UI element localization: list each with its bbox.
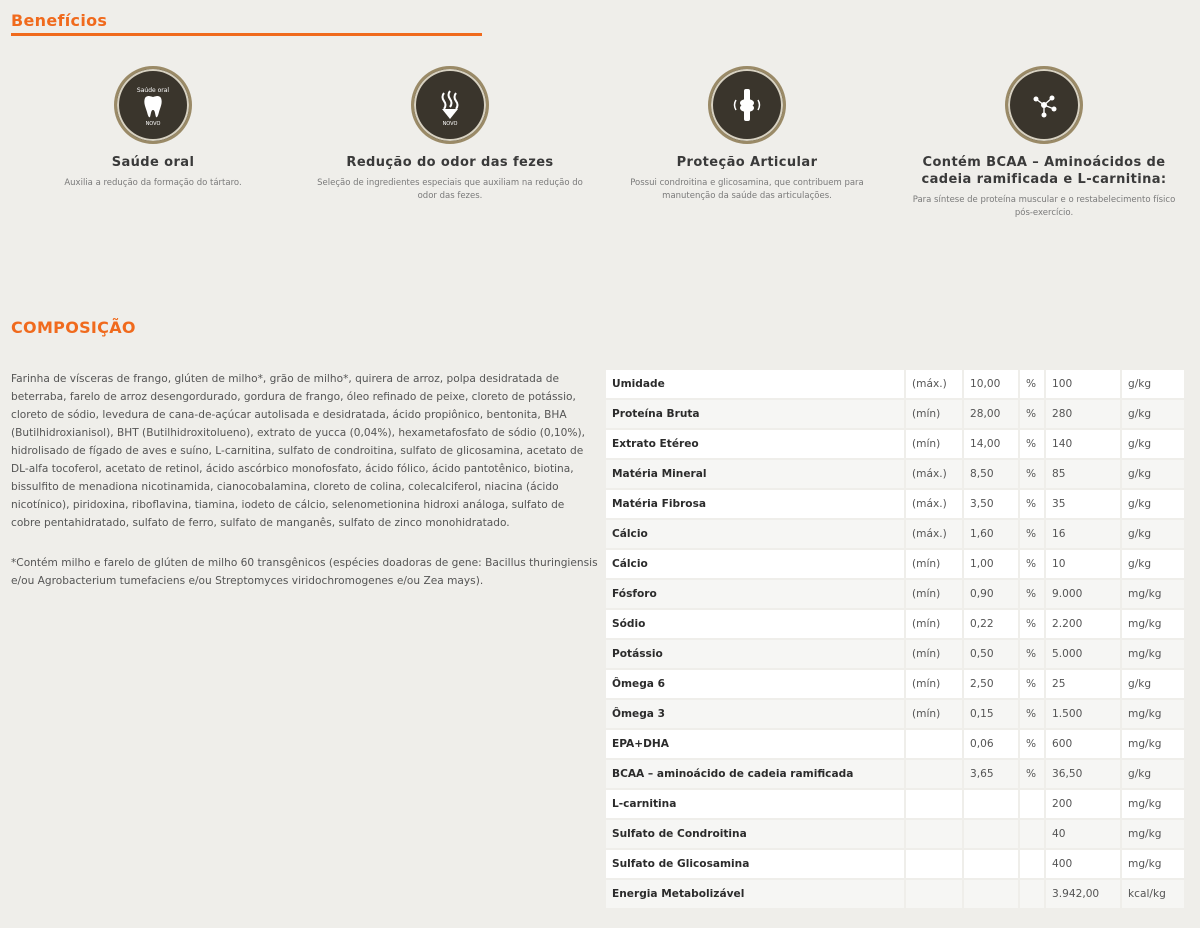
percent-value: 2,50 (964, 670, 1020, 700)
percent-sign: % (1020, 700, 1046, 730)
benefit-title: Saúde oral (111, 155, 195, 170)
qualifier: (máx.) (906, 520, 964, 550)
benefit-card-articular (602, 66, 892, 203)
nutrient-name: L-carnitina (606, 790, 906, 820)
amount: 140 (1046, 430, 1122, 460)
percent-sign: % (1020, 370, 1046, 400)
nutrition-table (606, 370, 1186, 910)
unit: g/kg (1122, 670, 1186, 700)
nutrient-name: Ômega 3 (606, 700, 906, 730)
nutrient-name: Potássio (606, 640, 906, 670)
qualifier (906, 880, 964, 910)
qualifier (906, 790, 964, 820)
percent-value (964, 790, 1020, 820)
qualifier (906, 820, 964, 850)
percent-value: 0,50 (964, 640, 1020, 670)
qualifier: (mín) (906, 550, 964, 580)
nutrient-name: Cálcio (606, 550, 906, 580)
percent-value: 3,65 (964, 760, 1020, 790)
composition-text: Farinha de vísceras de frango, glúten de milho*, grão de milho*, quirera de arroz, polpa desidratada de beterraba, farelo de arroz desengordurado, gordura de frango, óleo refinado de peixe, cloreto de potássio, cloreto de sódio, levedura de cana-de-açúcar autolisada e desidratada, ácido propiônico, bentonita, BHA (Butilhidroxianisol), BHT (Butilhidroxitolueno), extrato de yucca (0,04%), hexametafosfato de sódio (0,10%), hidrolisado de fígado de aves e suíno, L-carnitina, sulfato de condroitina, sulfato de glicosamina, acetato de DL-alfa tocoferol, acetato de retinol, ácido ascórbico monofosfato, ácido fólico, ácido pantotênico, biotina, bissulfito de menadiona nicotinamida, cianocobalamina, cloreto de colina, colecalciferol, niacina (ácido nicotínico), piridoxina, riboflavina, tiamina, iodeto de cálcio, selenometionina hidroxi análoga, sulfato de cobre pentahidratado, sulfato de ferro, sulfato de manganês, sulfato de zinco monohidratado. (11, 373, 585, 529)
percent-sign: % (1020, 400, 1046, 430)
benefit-card-odor (305, 66, 595, 203)
percent-value: 8,50 (964, 460, 1020, 490)
percent-sign: % (1020, 760, 1046, 790)
molecule-icon (1022, 83, 1066, 127)
benefit-card-bcaa (899, 66, 1189, 220)
beneficios-heading: Benefícios (11, 11, 108, 30)
percent-value: 0,15 (964, 700, 1020, 730)
table-row (606, 370, 1186, 400)
percent-sign: % (1020, 550, 1046, 580)
nutrient-name: Ômega 6 (606, 670, 906, 700)
svg-text:NOVO: NOVO (442, 121, 458, 127)
benefit-description: Para síntese de proteína muscular e o restabelecimento físico pós-exercício. (912, 195, 1176, 218)
nutrient-name: Umidade (606, 370, 906, 400)
qualifier: (mín) (906, 580, 964, 610)
unit: g/kg (1122, 370, 1186, 400)
unit: mg/kg (1122, 640, 1186, 670)
percent-value (964, 850, 1020, 880)
table-row (606, 760, 1186, 790)
percent-value: 1,00 (964, 550, 1020, 580)
amount: 2.200 (1046, 610, 1122, 640)
unit: mg/kg (1122, 580, 1186, 610)
unit: g/kg (1122, 460, 1186, 490)
percent-value (964, 820, 1020, 850)
amount: 16 (1046, 520, 1122, 550)
unit: mg/kg (1122, 790, 1186, 820)
composicao-heading: COMPOSIÇÃO (11, 318, 136, 337)
articular-badge (708, 66, 786, 144)
table-row (606, 430, 1186, 460)
percent-sign (1020, 880, 1046, 910)
percent-value: 0,06 (964, 730, 1020, 760)
percent-sign: % (1020, 520, 1046, 550)
nutrient-name: Cálcio (606, 520, 906, 550)
table-row (606, 640, 1186, 670)
amount: 36,50 (1046, 760, 1122, 790)
bcaa-badge (1005, 66, 1083, 144)
unit: g/kg (1122, 760, 1186, 790)
table-row (606, 580, 1186, 610)
unit: mg/kg (1122, 820, 1186, 850)
unit: g/kg (1122, 400, 1186, 430)
qualifier (906, 850, 964, 880)
nutrient-name: Sódio (606, 610, 906, 640)
unit: g/kg (1122, 550, 1186, 580)
nutrient-name: Sulfato de Condroitina (606, 820, 906, 850)
percent-value (964, 880, 1020, 910)
percent-sign: % (1020, 430, 1046, 460)
percent-sign: % (1020, 640, 1046, 670)
percent-sign (1020, 790, 1046, 820)
percent-sign: % (1020, 490, 1046, 520)
heading-underline (11, 33, 482, 36)
unit: g/kg (1122, 520, 1186, 550)
table-row (606, 670, 1186, 700)
amount: 40 (1046, 820, 1122, 850)
percent-sign (1020, 820, 1046, 850)
table-row (606, 460, 1186, 490)
qualifier: (máx.) (906, 490, 964, 520)
nutrient-name: EPA+DHA (606, 730, 906, 760)
unit: mg/kg (1122, 850, 1186, 880)
percent-sign: % (1020, 460, 1046, 490)
tooth-icon (131, 83, 175, 127)
amount: 10 (1046, 550, 1122, 580)
qualifier: (mín) (906, 640, 964, 670)
percent-sign: % (1020, 610, 1046, 640)
qualifier: (mín) (906, 400, 964, 430)
nutrient-name: BCAA – aminoácido de cadeia ramificada (606, 760, 906, 790)
unit: mg/kg (1122, 610, 1186, 640)
table-row (606, 820, 1186, 850)
table-row (606, 850, 1186, 880)
nutrient-name: Extrato Etéreo (606, 430, 906, 460)
qualifier: (mín) (906, 430, 964, 460)
table-row (606, 700, 1186, 730)
composition-note: *Contém milho e farelo de glúten de milho 60 transgênicos (espécies doadoras de gene: Bacillus thuringiensis e/ou Agrobacterium tumefaciens e/ou Streptomyces viridochromogenes e/ou Zea mays). (11, 557, 598, 587)
percent-sign: % (1020, 670, 1046, 700)
percent-value: 14,00 (964, 430, 1020, 460)
qualifier (906, 730, 964, 760)
table-row (606, 520, 1186, 550)
amount: 85 (1046, 460, 1122, 490)
table-row (606, 550, 1186, 580)
benefit-description: Possui condroitina e glicosamina, que contribuem para manutenção da saúde das articulações. (630, 178, 864, 201)
percent-value: 28,00 (964, 400, 1020, 430)
qualifier: (mín) (906, 670, 964, 700)
amount: 600 (1046, 730, 1122, 760)
amount: 400 (1046, 850, 1122, 880)
nutrient-name: Fósforo (606, 580, 906, 610)
benefit-title: Contém BCAA – Aminoácidos de cadeia ramificada e L-carnitina: (921, 155, 1167, 187)
amount: 200 (1046, 790, 1122, 820)
unit: mg/kg (1122, 700, 1186, 730)
table-row (606, 400, 1186, 430)
benefit-title: Proteção Articular (676, 155, 818, 170)
svg-text:NOVO: NOVO (145, 121, 161, 127)
joint-icon (725, 83, 769, 127)
nutrient-name: Matéria Mineral (606, 460, 906, 490)
nutrient-name: Energia Metabolizável (606, 880, 906, 910)
svg-text:Saúde oral: Saúde oral (136, 87, 170, 94)
qualifier (906, 760, 964, 790)
qualifier: (máx.) (906, 460, 964, 490)
table-row (606, 490, 1186, 520)
benefit-title: Redução do odor das fezes (346, 155, 554, 170)
qualifier: (mín) (906, 700, 964, 730)
percent-sign: % (1020, 730, 1046, 760)
amount: 35 (1046, 490, 1122, 520)
qualifier: (máx.) (906, 370, 964, 400)
percent-value: 1,60 (964, 520, 1020, 550)
qualifier: (mín) (906, 610, 964, 640)
percent-sign (1020, 850, 1046, 880)
nutrient-name: Proteína Bruta (606, 400, 906, 430)
amount: 280 (1046, 400, 1122, 430)
benefit-card-saude-oral (8, 66, 298, 190)
odor-badge (411, 66, 489, 144)
percent-value: 10,00 (964, 370, 1020, 400)
unit: g/kg (1122, 430, 1186, 460)
percent-value: 0,90 (964, 580, 1020, 610)
percent-value: 3,50 (964, 490, 1020, 520)
percent-sign: % (1020, 580, 1046, 610)
table-row (606, 880, 1186, 910)
table-row (606, 790, 1186, 820)
nutrient-name: Sulfato de Glicosamina (606, 850, 906, 880)
amount: 5.000 (1046, 640, 1122, 670)
amount: 100 (1046, 370, 1122, 400)
unit: kcal/kg (1122, 880, 1186, 910)
amount: 3.942,00 (1046, 880, 1122, 910)
benefit-description: Auxilia a redução da formação do tártaro. (64, 178, 242, 188)
saude-oral-badge (114, 66, 192, 144)
amount: 1.500 (1046, 700, 1122, 730)
odor-arrow-icon (428, 83, 472, 127)
amount: 9.000 (1046, 580, 1122, 610)
table-row (606, 730, 1186, 760)
percent-value: 0,22 (964, 610, 1020, 640)
benefit-description: Seleção de ingredientes especiais que auxiliam na redução do odor das fezes. (317, 178, 583, 201)
unit: g/kg (1122, 490, 1186, 520)
table-row (606, 610, 1186, 640)
nutrient-name: Matéria Fibrosa (606, 490, 906, 520)
amount: 25 (1046, 670, 1122, 700)
unit: mg/kg (1122, 730, 1186, 760)
